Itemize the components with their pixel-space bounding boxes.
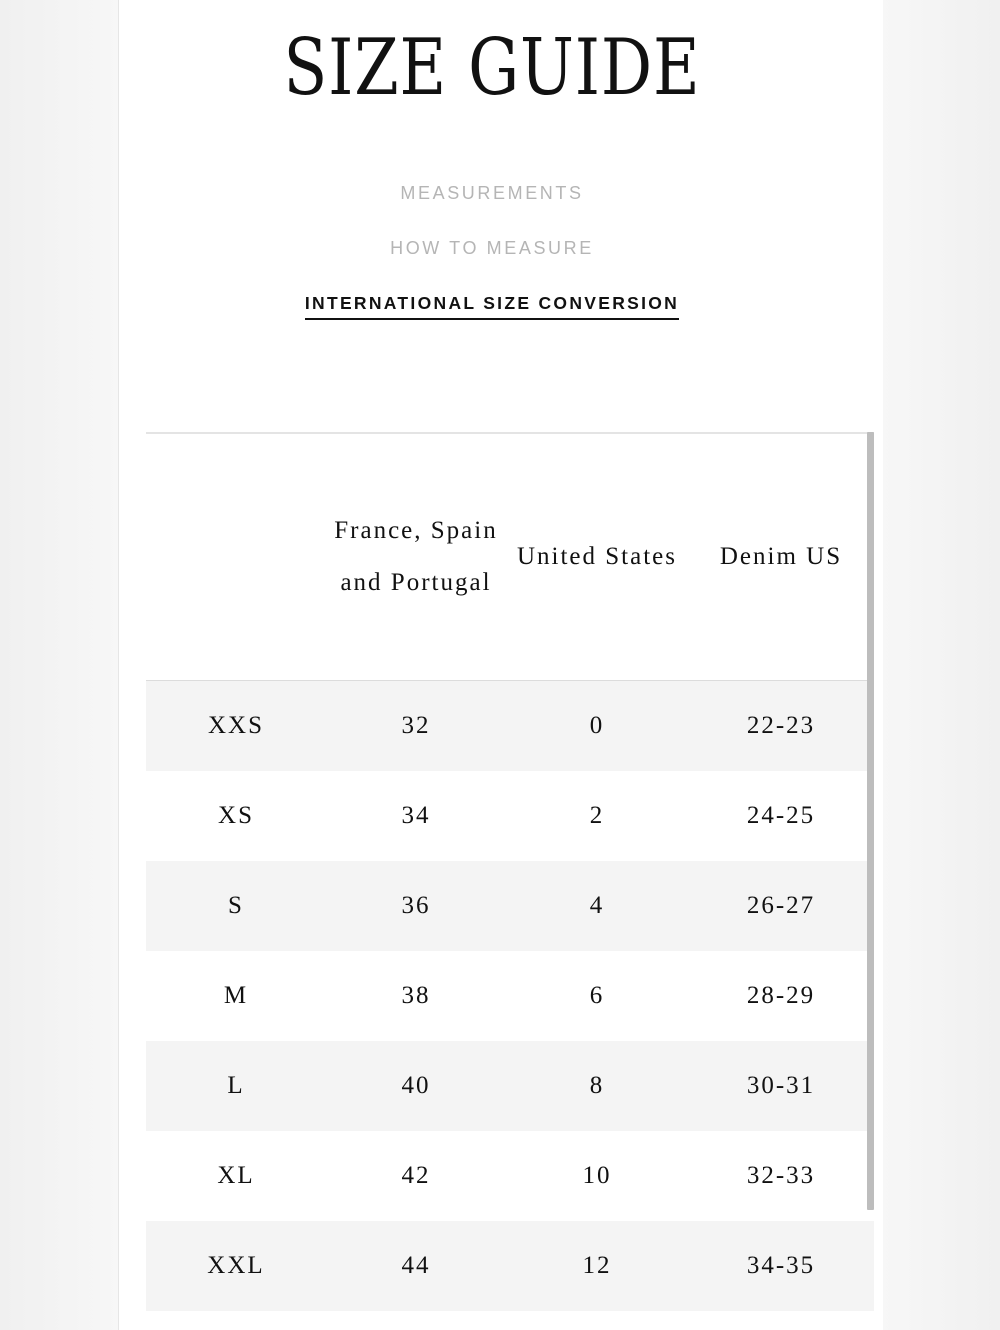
- table-row: [146, 1221, 874, 1311]
- cell-denim: 22-23: [688, 681, 874, 772]
- tab-label: MEASUREMENTS: [400, 183, 584, 203]
- cell-france: 34: [326, 771, 506, 861]
- tab-how-to-measure[interactable]: [101, 231, 883, 286]
- table-row: [146, 1131, 874, 1221]
- header-france-spain-portugal: France, Spain and Portugal: [326, 433, 506, 681]
- size-conversion-table-container[interactable]: [146, 432, 874, 1312]
- cell-us: 0: [506, 681, 688, 772]
- tab-label: INTERNATIONAL SIZE CONVERSION: [305, 293, 679, 320]
- cell-france: 38: [326, 951, 506, 1041]
- header-denim-us: Denim US: [688, 433, 874, 681]
- cell-size: L: [146, 1041, 326, 1131]
- table-row: [146, 951, 874, 1041]
- cell-denim: 28-29: [688, 951, 874, 1041]
- table-scrollbar[interactable]: [867, 432, 874, 1210]
- cell-size: XXL: [146, 1221, 326, 1311]
- cell-france: 44: [326, 1221, 506, 1311]
- table-row: [146, 1041, 874, 1131]
- cell-us: 6: [506, 951, 688, 1041]
- cell-us: 12: [506, 1221, 688, 1311]
- cell-denim: 24-25: [688, 771, 874, 861]
- header-size: [146, 433, 326, 681]
- size-conversion-table: [146, 432, 874, 1311]
- page-backdrop-right: [882, 0, 1000, 1330]
- cell-us: 10: [506, 1131, 688, 1221]
- cell-france: 40: [326, 1041, 506, 1131]
- cell-size: XS: [146, 771, 326, 861]
- cell-us: 8: [506, 1041, 688, 1131]
- cell-size: XL: [146, 1131, 326, 1221]
- page-title: SIZE GUIDE: [283, 23, 701, 113]
- cell-denim: 32-33: [688, 1131, 874, 1221]
- cell-france: 32: [326, 681, 506, 772]
- table-header-row: [146, 433, 874, 681]
- header-united-states: United States: [506, 433, 688, 681]
- cell-size: M: [146, 951, 326, 1041]
- cell-france: 36: [326, 861, 506, 951]
- size-guide-tabs: [101, 176, 883, 341]
- size-guide-panel: [118, 0, 883, 1330]
- table-row: [146, 771, 874, 861]
- cell-us: 2: [506, 771, 688, 861]
- cell-size: XXS: [146, 681, 326, 772]
- cell-france: 42: [326, 1131, 506, 1221]
- cell-denim: 34-35: [688, 1221, 874, 1311]
- tab-measurements[interactable]: [101, 176, 883, 231]
- cell-size: S: [146, 861, 326, 951]
- cell-denim: 26-27: [688, 861, 874, 951]
- tab-label: HOW TO MEASURE: [390, 238, 594, 258]
- cell-us: 4: [506, 861, 688, 951]
- table-row: [146, 681, 874, 772]
- cell-denim: 30-31: [688, 1041, 874, 1131]
- tab-international-size-conversion[interactable]: [101, 286, 883, 341]
- table-row: [146, 861, 874, 951]
